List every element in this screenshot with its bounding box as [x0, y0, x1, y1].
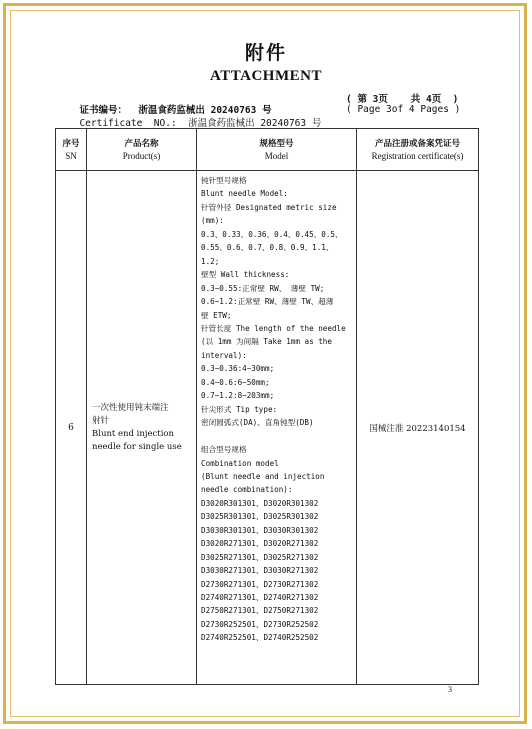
- product-line: 射针: [92, 415, 110, 426]
- row-model: [197, 171, 357, 685]
- model-line: needle combination):: [201, 485, 293, 495]
- model-line: 1.2;: [201, 256, 220, 266]
- model-line: 针管外径 Designated metric size: [201, 202, 337, 212]
- header-product-cn: 产品名称: [124, 138, 159, 149]
- page-subtitle: ATTACHMENT: [210, 68, 322, 84]
- model-line: 0.7~1.2:8~203mm;: [201, 391, 275, 401]
- header-model: [197, 129, 357, 171]
- product-line: needle for single use: [92, 441, 182, 452]
- model-line: D3020R301301、D3020R301302: [201, 498, 319, 508]
- model-line: Blunt needle Model:: [201, 189, 288, 199]
- model-line: Combination model: [201, 458, 279, 468]
- model-line: D2730R271301、D2730R271302: [201, 579, 319, 589]
- table-header-row: [56, 129, 479, 171]
- model-line: D3030R301301、D3030R301302: [201, 525, 319, 535]
- row-sn: 6: [56, 171, 87, 685]
- row-registration: 国械注准 20223140154: [357, 171, 479, 685]
- header-product: [87, 129, 197, 171]
- model-line: 0.4~0.6:6~50mm;: [201, 377, 270, 387]
- model-line: 0.3、0.33、0.36、0.4、0.45、0.5、: [201, 229, 343, 239]
- model-line: 壁 ETW;: [201, 310, 232, 320]
- header-sn: [56, 129, 87, 171]
- certificate-number-cn-text: 证书编号： 浙温食药监械出 20240763 号: [79, 105, 272, 116]
- page-count-cn: ( 第 3页 共 4页 ): [346, 94, 459, 105]
- product-line: 一次性使用钝末端注: [92, 402, 169, 413]
- model-line: 密闭圆弧式(DA)、直角钝型(DB): [201, 418, 314, 428]
- model-line: D3025R301301、D3025R301302: [201, 512, 319, 522]
- header-sn-en: SN: [65, 150, 77, 161]
- header-model-cn: 规格型号: [259, 138, 294, 149]
- model-line: 壁型 Wall thickness:: [201, 270, 290, 280]
- page-title: 附件: [244, 42, 287, 64]
- model-line: D2740R271301、D2740R271302: [201, 593, 319, 603]
- model-line: D2730R252501、D2730R252502: [201, 619, 319, 629]
- model-line: 0.6~1.2:正常壁 RW、薄壁 TW、超薄: [201, 297, 334, 307]
- model-line: (mm):: [201, 216, 224, 226]
- header-registration-en: Registration certificate(s): [371, 150, 464, 161]
- product-line: Blunt end injection: [92, 428, 175, 439]
- row-product: [87, 171, 197, 685]
- header-sn-cn: 序号: [62, 138, 80, 149]
- model-line: 组合型号规格: [201, 445, 247, 455]
- model-line: 钝针型号规格: [201, 176, 247, 185]
- attachment-table: [55, 128, 479, 685]
- model-line: D2740R252501、D2740R252502: [201, 633, 319, 643]
- table-row: [56, 171, 479, 685]
- model-line: D3025R271301、D3025R271302: [201, 552, 319, 562]
- model-line: 0.3~0.55:正常壁 RW、 薄壁 TW;: [201, 283, 325, 293]
- model-line: 0.55、0.6、0.7、0.8、0.9、1.1、: [201, 243, 334, 253]
- model-line: (以 1mm 为间隔 Take 1mm as the: [201, 337, 332, 347]
- model-line: (Blunt needle and injection: [201, 471, 325, 481]
- page-number: 3: [448, 685, 452, 694]
- header-registration-cn: 产品注册或备案凭证号: [374, 138, 460, 149]
- model-spacer: [201, 430, 352, 443]
- model-line: 0.3~0.36:4~30mm;: [201, 364, 275, 374]
- model-line: D2750R271301、D2750R271302: [201, 606, 319, 616]
- model-line: interval):: [201, 350, 247, 360]
- model-line: D3020R271301、D3020R271302: [201, 539, 319, 549]
- header-model-en: Model: [264, 150, 289, 161]
- model-line: D3030R271301、D3030R271302: [201, 566, 319, 576]
- header-product-en: Product(s): [122, 150, 161, 161]
- header-registration: [357, 129, 479, 171]
- model-line: 针尖形式 Tip type:: [201, 404, 278, 414]
- model-line: 针管长度 The length of the needle: [201, 323, 346, 333]
- page-count-en: ( Page 3of 4 Pages ): [346, 104, 461, 115]
- certificate-number-en-text: Certificate NO.: 浙温食药监械出 20240763 号: [79, 118, 322, 129]
